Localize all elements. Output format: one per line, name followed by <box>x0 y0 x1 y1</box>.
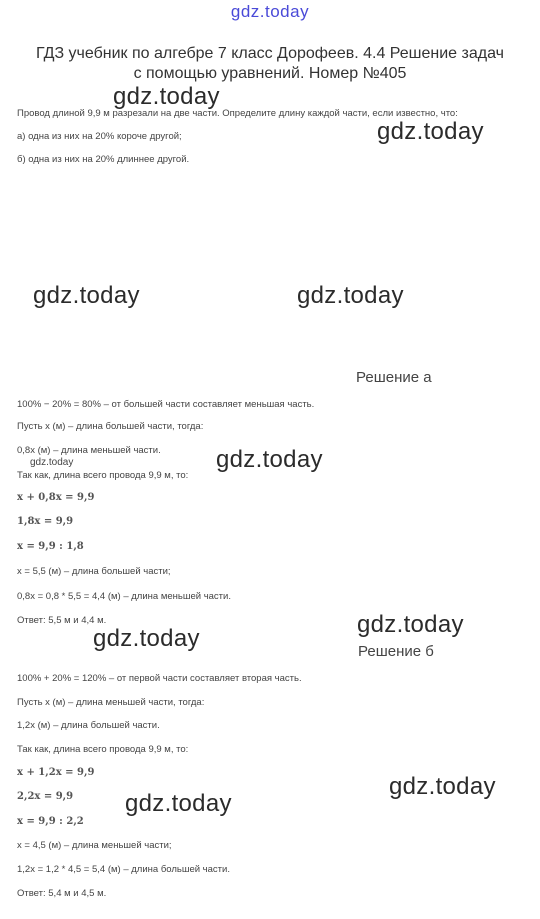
solution-b-line: x = 4,5 (м) – длина меньшей части; <box>17 840 172 851</box>
solution-b-equation: 2,2x = 9,9 <box>17 791 74 802</box>
solution-a-line: Так как, длина всего провода 9,9 м, то: <box>17 470 189 481</box>
solution-a-line: Пусть x (м) – длина большей части, тогда: <box>17 421 204 432</box>
watermark: gdz.today <box>377 118 484 145</box>
solution-b-line: 1,2x = 1,2 * 4,5 = 5,4 (м) – длина большей части. <box>17 864 230 875</box>
solution-a-equation: x + 0,8x = 9,9 <box>17 492 95 503</box>
page-title <box>0 44 540 84</box>
title-line-1: ГДЗ учебник по алгебре 7 класс Дорофеев. 4.4 Решение задач <box>36 45 504 62</box>
site-logo[interactable]: gdz.today <box>230 2 310 21</box>
solution-a-line: x = 5,5 (м) – длина большей части; <box>17 566 171 577</box>
watermark: gdz.today <box>33 282 140 309</box>
solution-b-line: 1,2x (м) – длина большей части. <box>17 720 160 731</box>
solution-b-equation: x = 9,9 : 2,2 <box>17 816 84 827</box>
watermark: gdz.today <box>216 446 323 473</box>
solution-b-line: 100% + 20% = 120% – от первой части составляет вторая часть. <box>17 673 302 684</box>
watermark: gdz.today <box>93 625 200 652</box>
watermark: gdz.today <box>389 773 496 800</box>
solution-a-equation: x = 9,9 : 1,8 <box>17 541 84 552</box>
problem-part-b: б) одна из них на 20% длиннее другой. <box>17 154 190 165</box>
watermark-small: gdz.today <box>30 457 74 468</box>
problem-part-a: а) одна из них на 20% короче другой; <box>17 131 182 142</box>
solution-a-line: 0,8x (м) – длина меньшей части. <box>17 445 161 456</box>
solution-a-line: 0,8x = 0,8 * 5,5 = 4,4 (м) – длина меньшей части. <box>17 591 231 602</box>
solution-b-answer: Ответ: 5,4 м и 4,5 м. <box>17 888 107 899</box>
watermark: gdz.today <box>113 83 220 110</box>
solution-a-answer: Ответ: 5,5 м и 4,4 м. <box>17 615 107 626</box>
solution-b-line: Пусть x (м) – длина меньшей части, тогда: <box>17 697 205 708</box>
title-line-2: с помощью уравнений. Номер №405 <box>133 65 407 82</box>
watermark: gdz.today <box>357 611 464 638</box>
solution-b-equation: x + 1,2x = 9,9 <box>17 767 95 778</box>
solution-a-heading: Решение а <box>356 369 432 386</box>
solution-a-line: 100% − 20% = 80% – от большей части составляет меньшая часть. <box>17 399 315 410</box>
solution-a-equation: 1,8x = 9,9 <box>17 516 74 527</box>
problem-text: Провод длиной 9,9 м разрезали на две части. Определите длину каждой части, если известно, что: <box>17 108 458 119</box>
solution-b-line: Так как, длина всего провода 9,9 м, то: <box>17 744 189 755</box>
solution-b-heading: Решение б <box>358 643 434 660</box>
watermark: gdz.today <box>125 790 232 817</box>
watermark: gdz.today <box>297 282 404 309</box>
